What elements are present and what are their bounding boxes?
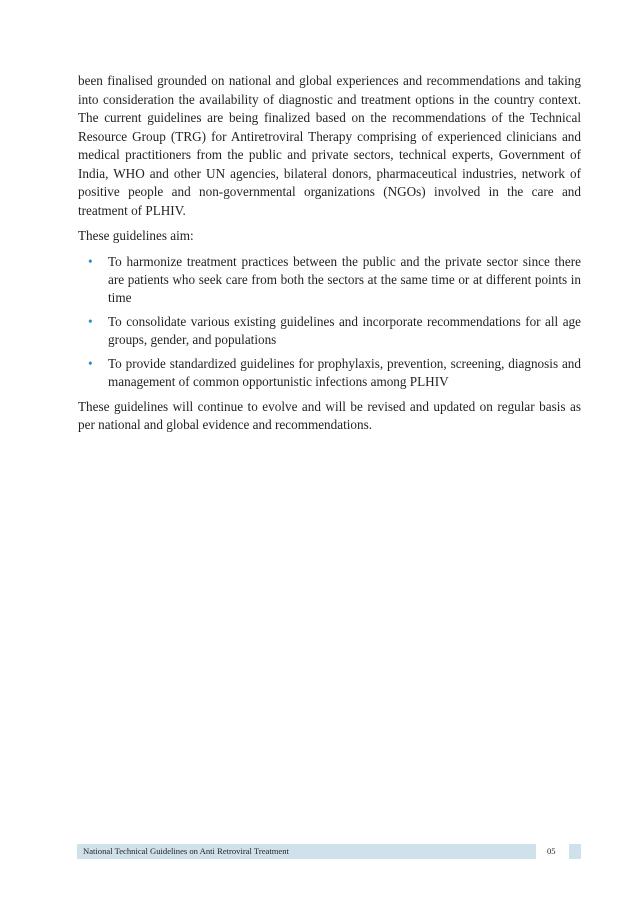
list-item-text: To consolidate various existing guidelines and incorporate recommendations for all age groups, gender, and populations (108, 313, 581, 347)
page-body (78, 72, 581, 435)
aims-heading: These guidelines aim: (78, 228, 194, 243)
aims-list (78, 253, 581, 391)
closing-paragraph: These guidelines will continue to evolve and will be revised and updated on regular basis as per national and global evidence and recommendations. (78, 398, 581, 432)
page-number: 05 (547, 846, 556, 856)
bullet-icon: • (88, 313, 93, 329)
footer-tab (569, 844, 581, 859)
bullet-icon: • (88, 253, 93, 269)
list-item-text: To harmonize treatment practices between the public and the private sector since there are patients who seek care from both the sectors at the same time or at different points in time (108, 253, 581, 305)
footer-band (77, 844, 536, 859)
bullet-icon: • (88, 355, 93, 371)
intro-paragraph: been finalised grounded on national and global experiences and recommendations and taking into consideration the availability of diagnostic and treatment options in the country context. The current guidelines are being finalized based on the recommendations of the Technical Resource Group (TRG) for Antiretroviral Therapy comprising of experienced clinicians and medical practitioners from the public and private sectors, technical experts, Government of India, WHO and other UN agencies, bilateral donors, pharmaceutical industries, network of positive people and non-governmental organizations (NGOs) involved in the care and treatment of PLHIV. (78, 73, 581, 218)
footer-title: National Technical Guidelines on Anti Retroviral Treatment (83, 846, 289, 856)
list-item (78, 355, 581, 391)
list-item-text: To provide standardized guidelines for prophylaxis, prevention, screening, diagnosis and management of common opportunistic infections among PLHIV (108, 355, 581, 389)
list-item (78, 253, 581, 307)
list-item (78, 313, 581, 349)
